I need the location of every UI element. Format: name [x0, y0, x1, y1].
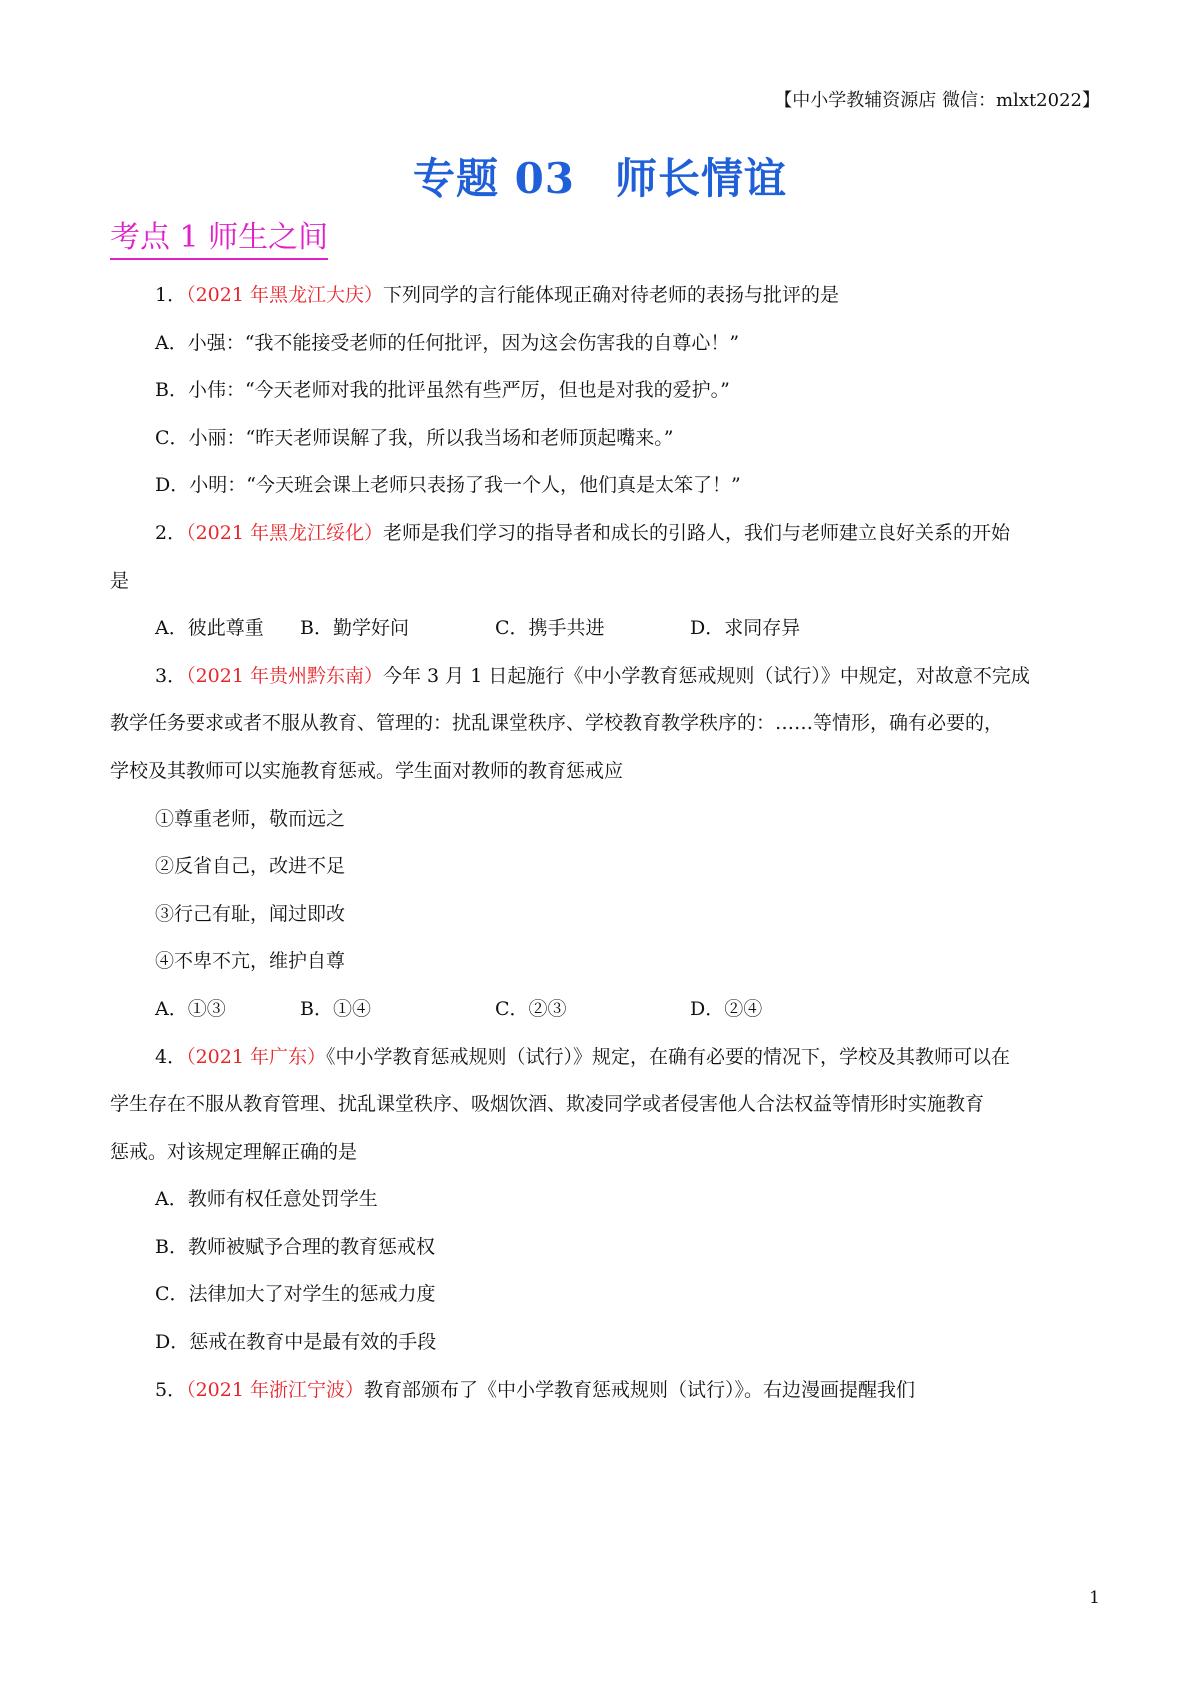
question-3-option-d: D．②④	[690, 997, 763, 1020]
question-3-options	[110, 986, 1100, 1034]
question-4-stem-line-3: 惩戒。对该规定理解正确的是	[110, 1140, 358, 1163]
question-3-stem-line-2: 教学任务要求或者不服从教育、管理的：扰乱课堂秩序、学校教育教学秩序的：……等情形，确有必要的，	[110, 712, 1004, 735]
question-4-option-a: A．教师有权任意处罚学生	[155, 1188, 378, 1211]
question-1-stem	[110, 272, 1100, 320]
question-number: 1．	[155, 284, 187, 306]
question-source: （2021 年黑龙江大庆）	[186, 284, 383, 306]
question-5-stem	[110, 1367, 1100, 1415]
question-number: 2．	[155, 521, 187, 544]
page-number: 1	[1089, 1588, 1100, 1608]
question-1-option-a: A．小强：“我不能接受老师的任何批评，因为这会伤害我的自尊心！”	[155, 331, 740, 354]
question-4-option-d: D．惩戒在教育中是最有效的手段	[155, 1331, 437, 1354]
title-topic-name: 师长情谊	[615, 154, 788, 203]
document-title	[0, 146, 1200, 206]
question-list	[110, 272, 1100, 1414]
question-4-option-b: B．教师被赋予合理的教育惩戒权	[155, 1235, 435, 1258]
question-text: 下列同学的言行能体现正确对待老师的表扬与批评的是	[383, 284, 840, 306]
question-1-option-c: C．小丽：“昨天老师误解了我，所以我当场和老师顶起嘴来。”	[155, 426, 674, 449]
header-note: 【中小学教辅资源店 微信：mlxt2022】	[774, 90, 1100, 111]
question-text: 《中小学教育惩戒规则（试行）》规定，在确有必要的情况下，学校及其教师可以在	[326, 1045, 1011, 1068]
question-source: （2021 年浙江宁波）	[186, 1378, 364, 1401]
question-text: 老师是我们学习的指导者和成长的引路人，我们与老师建立良好关系的开始	[383, 521, 1011, 544]
question-2-stem	[110, 510, 1100, 558]
question-text: 教育部颁布了《中小学教育惩戒规则（试行）》。右边漫画提醒我们	[364, 1378, 916, 1401]
question-2-option-c: C．携手共进	[495, 617, 605, 640]
question-1-option-b: B．小伟：“今天老师对我的批评虽然有些严厉，但也是对我的爱护。”	[155, 379, 730, 402]
title-topic-number: 专题 03	[412, 154, 576, 203]
question-3-option-c: C．②③	[495, 997, 567, 1020]
question-1-option-d: D．小明：“今天班会课上老师只表扬了我一个人，他们真是太笨了！”	[155, 474, 741, 497]
question-3-option-a: A．①③	[155, 997, 226, 1020]
question-3-item-3: ③行己有耻，闻过即改	[155, 902, 346, 925]
question-3-item-1: ①尊重老师，敬而远之	[155, 807, 346, 830]
question-3-item-2: ②反省自己，改进不足	[155, 855, 346, 878]
question-4-stem	[110, 1034, 1100, 1082]
section-title: 考点 1 师生之间	[110, 220, 328, 260]
question-number: 3．	[155, 664, 187, 687]
question-2-options	[110, 605, 1100, 653]
question-source: （2021 年贵州黔东南）	[186, 664, 383, 687]
question-4-stem-line-2: 学生存在不服从教育管理、扰乱课堂秩序、吸烟饮酒、欺凌同学或者侵害他人合法权益等情形时实施教育	[110, 1093, 985, 1116]
question-3-item-4: ④不卑不亢，维护自尊	[155, 950, 346, 973]
question-2-option-d: D．求同存异	[690, 617, 801, 640]
question-2-option-a: A．彼此尊重	[155, 617, 264, 640]
question-source: （2021 年广东）	[186, 1045, 326, 1068]
question-3-option-b: B．①④	[300, 997, 371, 1020]
question-3-stem	[110, 653, 1100, 701]
question-4-option-c: C．法律加大了对学生的惩戒力度	[155, 1283, 436, 1306]
question-3-stem-line-3: 学校及其教师可以实施教育惩戒。学生面对教师的教育惩戒应	[110, 759, 624, 782]
question-source: （2021 年黑龙江绥化）	[186, 521, 383, 544]
question-text: 今年 3 月 1 日起施行《中小学教育惩戒规则（试行）》中规定，对故意不完成	[383, 664, 1030, 687]
question-number: 5．	[155, 1378, 187, 1401]
question-2-option-b: B．勤学好问	[300, 617, 409, 640]
question-2-stem-continued: 是	[110, 569, 130, 592]
question-number: 4．	[155, 1045, 187, 1068]
